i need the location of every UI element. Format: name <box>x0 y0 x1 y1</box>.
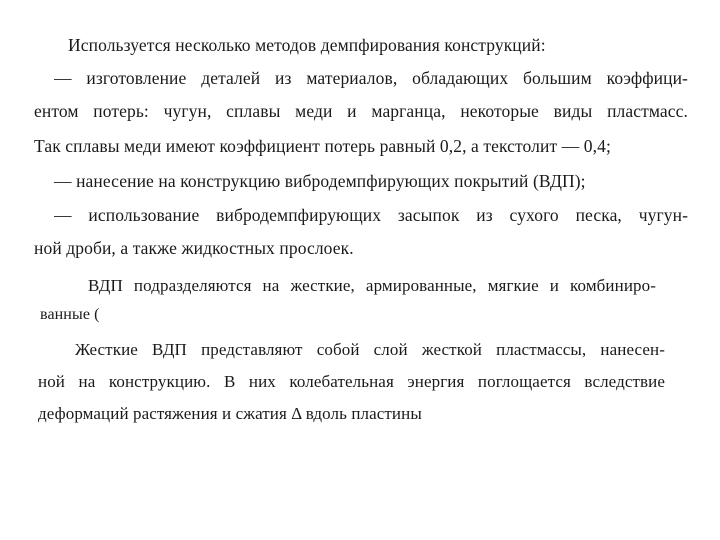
text-line: ванные ( <box>40 306 100 323</box>
text-line: — изготовление деталей из материалов, обладающих большим коэффици- <box>54 68 688 88</box>
text-line: ВДП подразделяются на жесткие, армированные, мягкие и комбиниро- <box>88 276 656 295</box>
text-line: Так сплавы меди имеют коэффициент потерь равный 0,2, а текстолит — 0,4; <box>34 136 611 156</box>
text-line: деформаций растяжения и сжатия Δ вдоль пластины <box>38 404 422 423</box>
text-line: ентом потерь: чугун, сплавы меди и марганца, некоторые виды пластмасс. <box>34 101 688 121</box>
text-line: Используется несколько методов демпфирования конструкций: <box>68 35 546 55</box>
text-line: ной дроби, а также жидкостных прослоек. <box>34 238 354 258</box>
text-line: — использование вибродемпфирующих засыпок из сухого песка, чугун- <box>54 205 688 225</box>
text-line: — нанесение на конструкцию вибродемпфирующих покрытий (ВДП); <box>54 171 586 191</box>
text-line: Жесткие ВДП представляют собой слой жесткой пластмассы, нанесен- <box>75 340 665 359</box>
text-line: ной на конструкцию. В них колебательная энергия поглощается вследствие <box>38 372 665 391</box>
